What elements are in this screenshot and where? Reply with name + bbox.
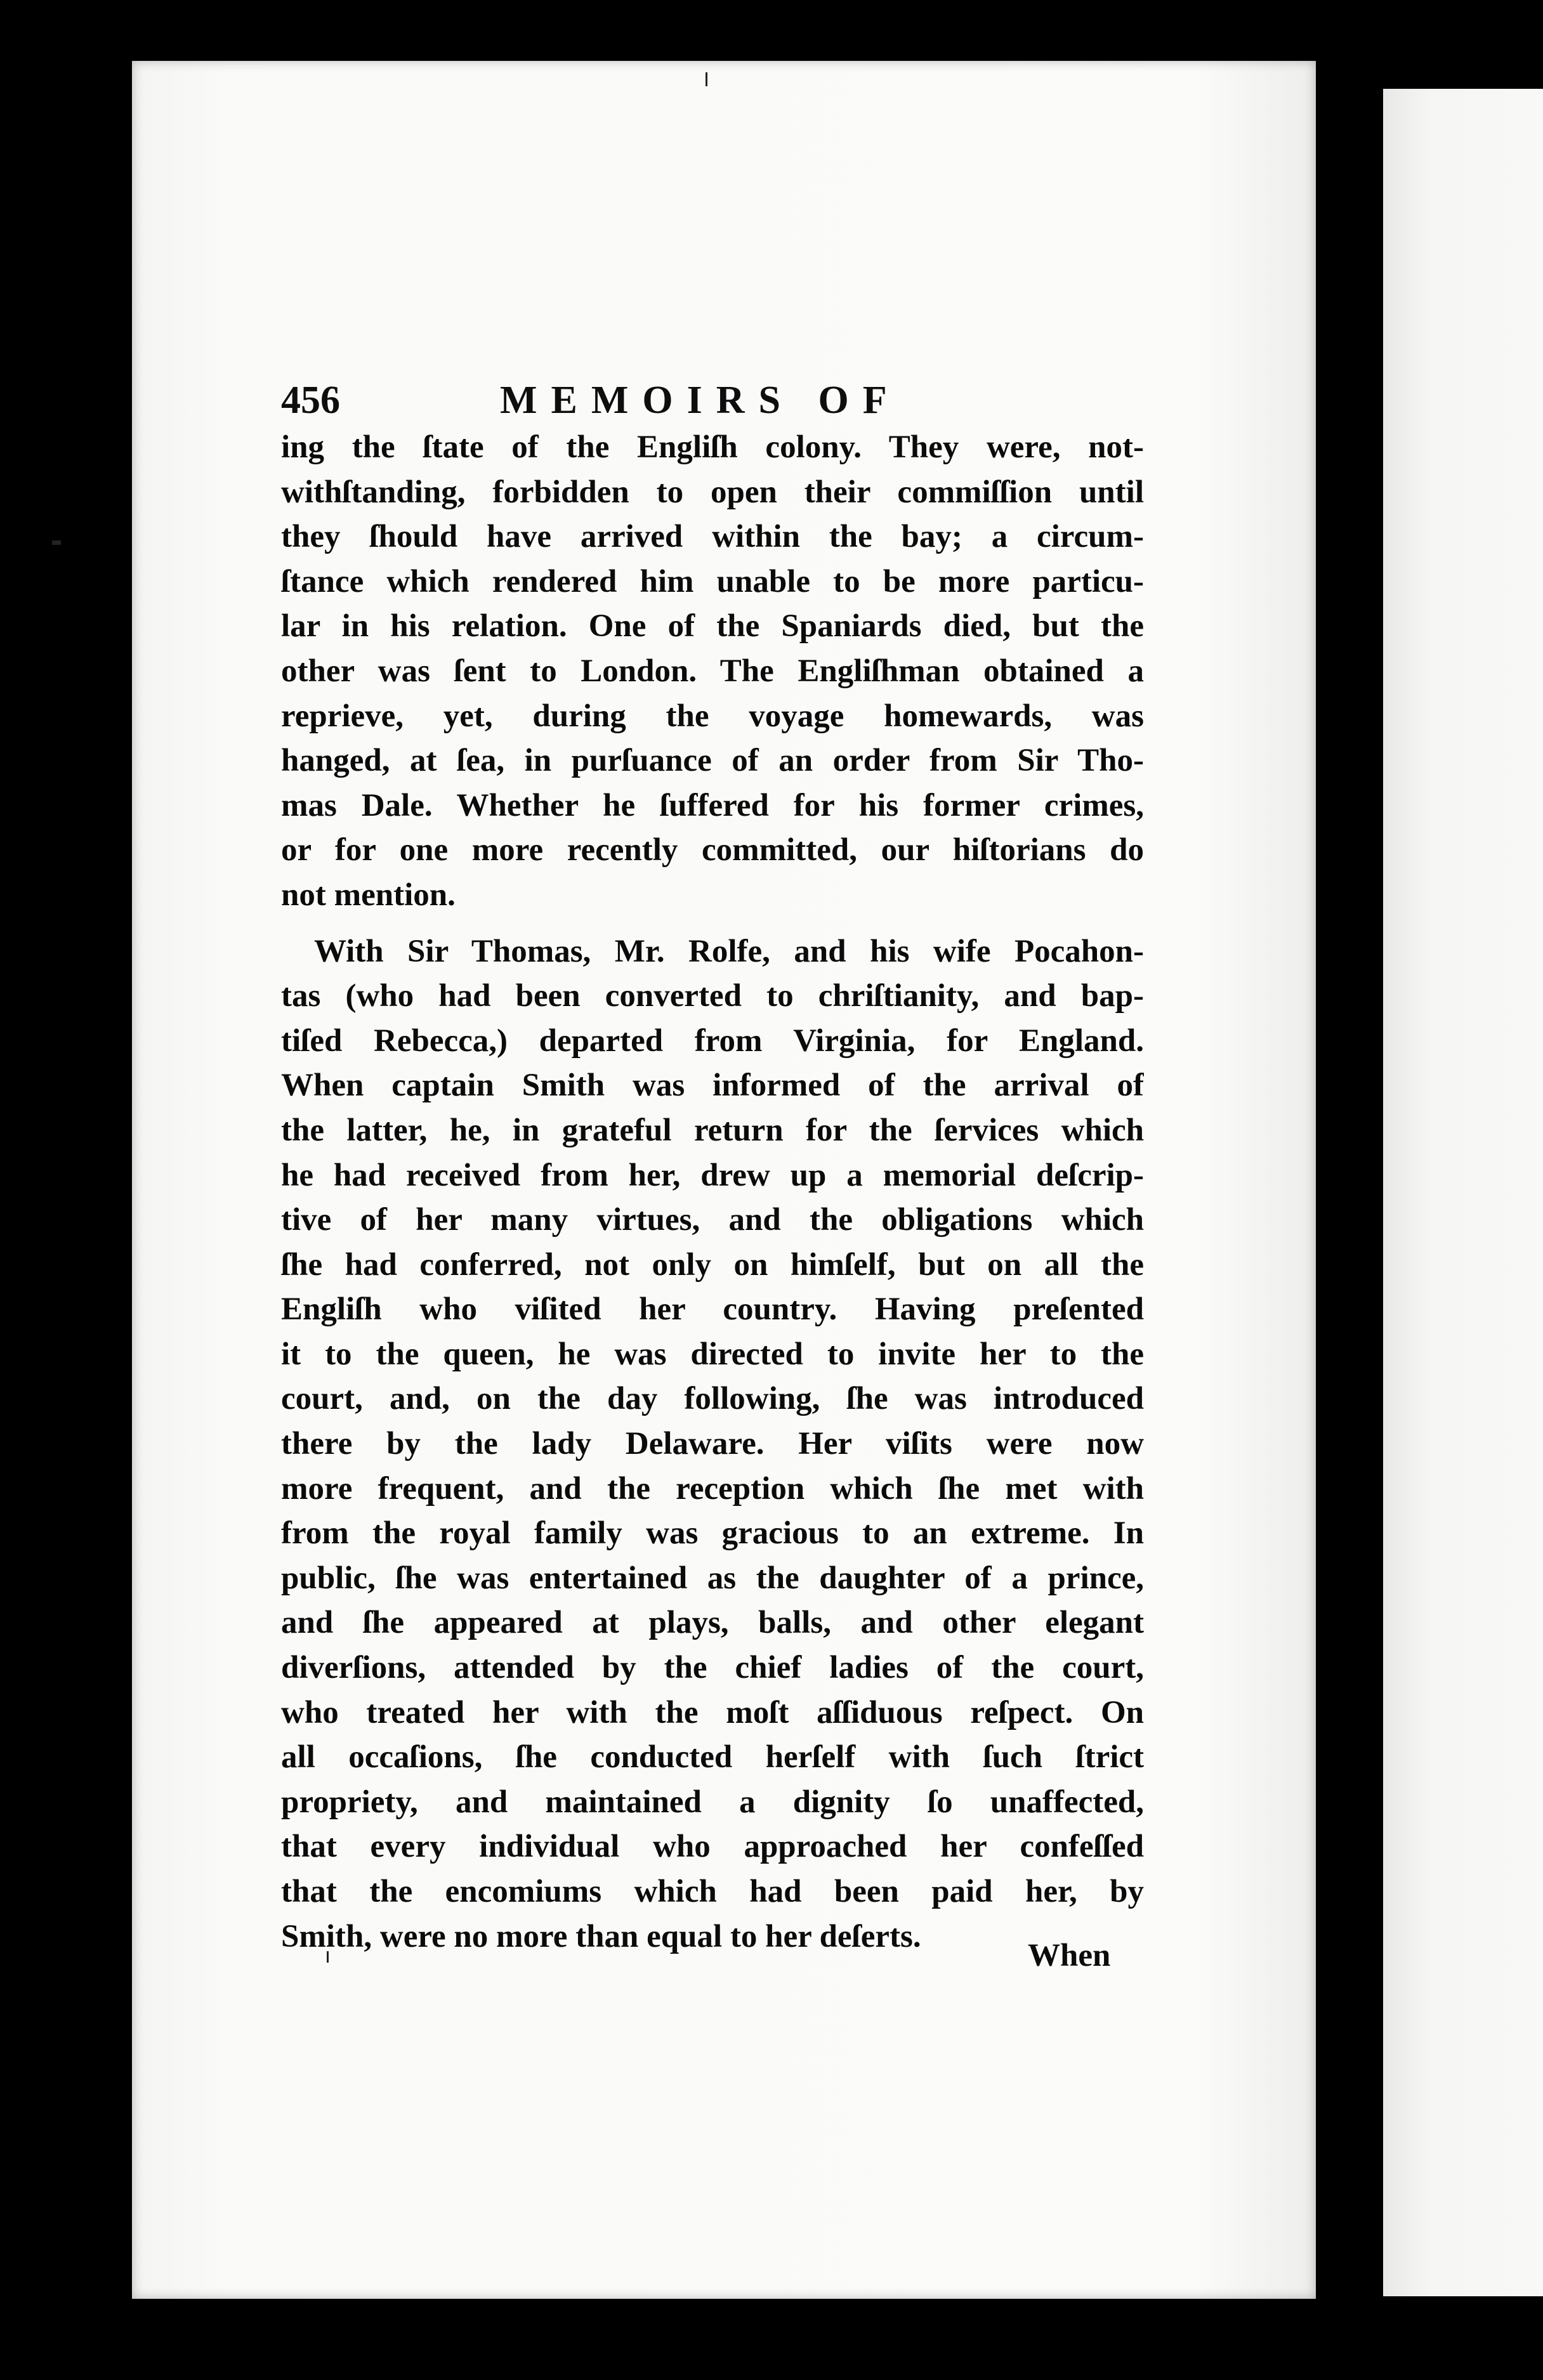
text-line: other was ſent to London. The Engliſhman obtained a	[281, 653, 1144, 689]
text-line: mas Dale. Whether he ſuffered for his former crimes,	[281, 787, 1144, 823]
page-header	[281, 372, 1233, 429]
scan-speck	[706, 72, 707, 86]
text-line: who treated her with the moſt aſſiduous reſpect. On	[281, 1694, 1144, 1730]
text-line: Engliſh who viſited her country. Having preſented	[281, 1291, 1144, 1328]
running-head: MEMOIRS OF	[500, 379, 901, 422]
text-line: propriety, and maintained a dignity ſo unaffected,	[281, 1784, 1144, 1820]
text-line: from the royal family was gracious to an extreme. In	[281, 1515, 1144, 1552]
text-line: all occaſions, ſhe conducted herſelf with ſuch ſtrict	[281, 1739, 1144, 1775]
text-line: ſhe had conferred, not only on himſelf, but on all the	[281, 1246, 1144, 1283]
text-line: Smith, were no more than equal to her deſerts.	[281, 1918, 921, 1954]
text-line: tive of her many virtues, and the obligations which	[281, 1202, 1144, 1238]
text-line: not mention.	[281, 877, 456, 913]
page-number: 456	[281, 379, 340, 422]
text-line: ing the ſtate of the Engliſh colony. They were, not-	[281, 429, 1144, 465]
text-line: ſtance which rendered him unable to be more particu-	[281, 563, 1144, 599]
text-line: reprieve, yet, during the voyage homewards, was	[281, 698, 1144, 734]
text-line: public, ſhe was entertained as the daughter of a prince,	[281, 1560, 1144, 1596]
text-line: or for one more recently committed, our hiſtorians do	[281, 832, 1144, 868]
paragraph	[281, 929, 1144, 1959]
text-line: With Sir Thomas, Mr. Rolfe, and his wife Pocahon-	[314, 933, 1144, 969]
text-line: hanged, at ſea, in purſuance of an order from Sir Tho-	[281, 743, 1144, 779]
paragraph-gap	[281, 918, 1144, 929]
text-line: court, and, on the day following, ſhe was introduced	[281, 1381, 1144, 1417]
text-line: tas (who had been converted to chriſtianity, and bap-	[281, 978, 1144, 1014]
text-line: he had received from her, drew up a memorial deſcrip-	[281, 1157, 1144, 1193]
text-line: that the encomiums which had been paid her, by	[281, 1874, 1144, 1909]
paragraph	[281, 425, 1144, 918]
text-line: lar in his relation. One of the Spaniards died, but the	[281, 608, 1144, 644]
body-text	[281, 425, 1144, 1959]
adjacent-page-edge	[1383, 89, 1543, 2296]
text-line: more frequent, and the reception which ſhe met with	[281, 1470, 1144, 1507]
text-line: When captain Smith was informed of the arrival of	[281, 1068, 1144, 1104]
text-line: diverſions, attended by the chief ladies of the court,	[281, 1650, 1144, 1686]
text-line: withſtanding, forbidden to open their commiſſion until	[281, 474, 1144, 510]
text-line: that every individual who approached her confeſſed	[281, 1829, 1144, 1865]
catchword: When	[1028, 1938, 1111, 1973]
text-line: and ſhe appeared at plays, balls, and other elegant	[281, 1605, 1144, 1641]
text-line: there by the lady Delaware. Her viſits were now	[281, 1426, 1144, 1462]
text-line: tiſed Rebecca,) departed from Virginia, for England.	[281, 1023, 1144, 1059]
text-line: they ſhould have arrived within the bay; a circum-	[281, 519, 1144, 555]
text-line: the latter, he, in grateful return for the ſervices which	[281, 1112, 1144, 1148]
scan-speck	[52, 540, 61, 545]
text-line: it to the queen, he was directed to invite her to the	[281, 1336, 1144, 1372]
